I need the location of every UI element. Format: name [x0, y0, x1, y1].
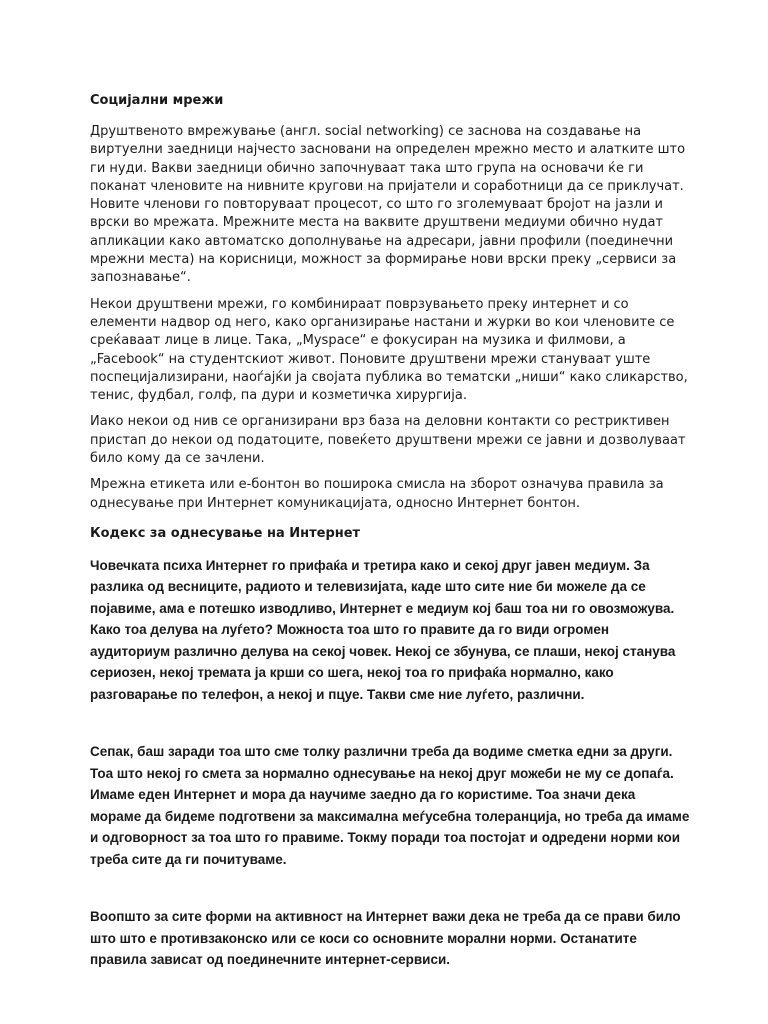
document-title: Социјални мрежи: [90, 93, 224, 108]
paragraph-social-networking: Друштвеното вмрежување (англ. social networking) се заснова на создавање на виртуелни заедници најчесто засновани на определен мрежно место и алатките што ги нуди. Вакви заедници обично започнуваат така што група на основачи ќе ги поканат членовите на нивните кругови на пријатели и соработници да се приклучат. Новите членови го повторуваат процесот, со што го зголемуваат бројот на јазли и врски во мрежата. Мрежните места на ваквите друштвени медиуми обично нудат апликации како автоматско дополнување на адресари, јавни профили (поединечни мрежни места) на корисници, можност за формирање нови врски преку „сервиси за запознавање“.: [90, 124, 686, 286]
paragraph-human-psyche: Човечката психа Интернет го прифаќа и третира како и секој друг јавен медиум. За разлика од весниците, радиото и телевизијата, каде што сите ние би можеле да се појавиме, ама е потешко изводливо, Интернет е медиум кој баш тоа ни го овозможува. Како тоа делува на луѓето? Можноста тоа што го правите да го види огромен аудиториум различно делува на секој човек. Некој се збунува, се плаши, некој станува сериозен, некој тремата ја крши со шега, некој тоа го прифаќа нормално, како разговарање по телефон, а некој и пцуе. Такви сме ние луѓето, различни.: [90, 557, 676, 702]
paragraph-general-rules: Воопшто за сите форми на активност на Интернет важи дека не треба да се прави било што што е противзаконско или се коси со основните морални норми. Останатите правила зависат од поединечните интернет-сервиси.: [90, 909, 681, 968]
paragraph-public-networks: Иако некои од нив се организирани врз база на деловни контакти со рестриктивен пристап до некои од податоците, повеќето друштвени мрежи се јавни и дозволуваат било кому да се зачлени.: [90, 414, 686, 467]
paragraph-netiquette: Мрежна етикета или е-бонтон во поширока смисла на зборот означува правила за однесување при Интернет комуникацијата, односно Интернет бонтон.: [90, 477, 664, 511]
section-title-code-of-conduct: Кодекс за однесување на Интернет: [90, 525, 361, 541]
paragraph-tolerance: Сепак, баш заради тоа што сме толку различни треба да водиме сметка едни за други. Тоа што некој го смета за нормално однесување на некој друг можеби не му се допаѓа. Имаме еден Интернет и мора да научиме заедно да го користиме. Тоа значи дека мораме да бидеме подготвени за максимална меѓусебна толеранција, но треба да имаме и одговорност за тоа што го правиме. Токму поради тоа постојат и одредени норми кои треба сите да ги почитуваме.: [90, 744, 690, 867]
paragraph-social-networks-examples: Некои друштвени мрежи, го комбинираат поврзувањето преку интернет и со елементи надвор од него, како организирање настани и журки во кои членовите се среќаваат лице в лице. Така, „Myspace“ е фокусиран на музика и филмови, а „Facebook“ на студентскиот живот. Поновите друштвени мрежи стануваат уште поспецијализирани, наоѓајќи ја својата публика во тематски „ниши“ како сликарство, тенис, фудбал, голф, па дури и козметичка хирургија.: [90, 296, 688, 404]
document-page: [90, 92, 690, 971]
